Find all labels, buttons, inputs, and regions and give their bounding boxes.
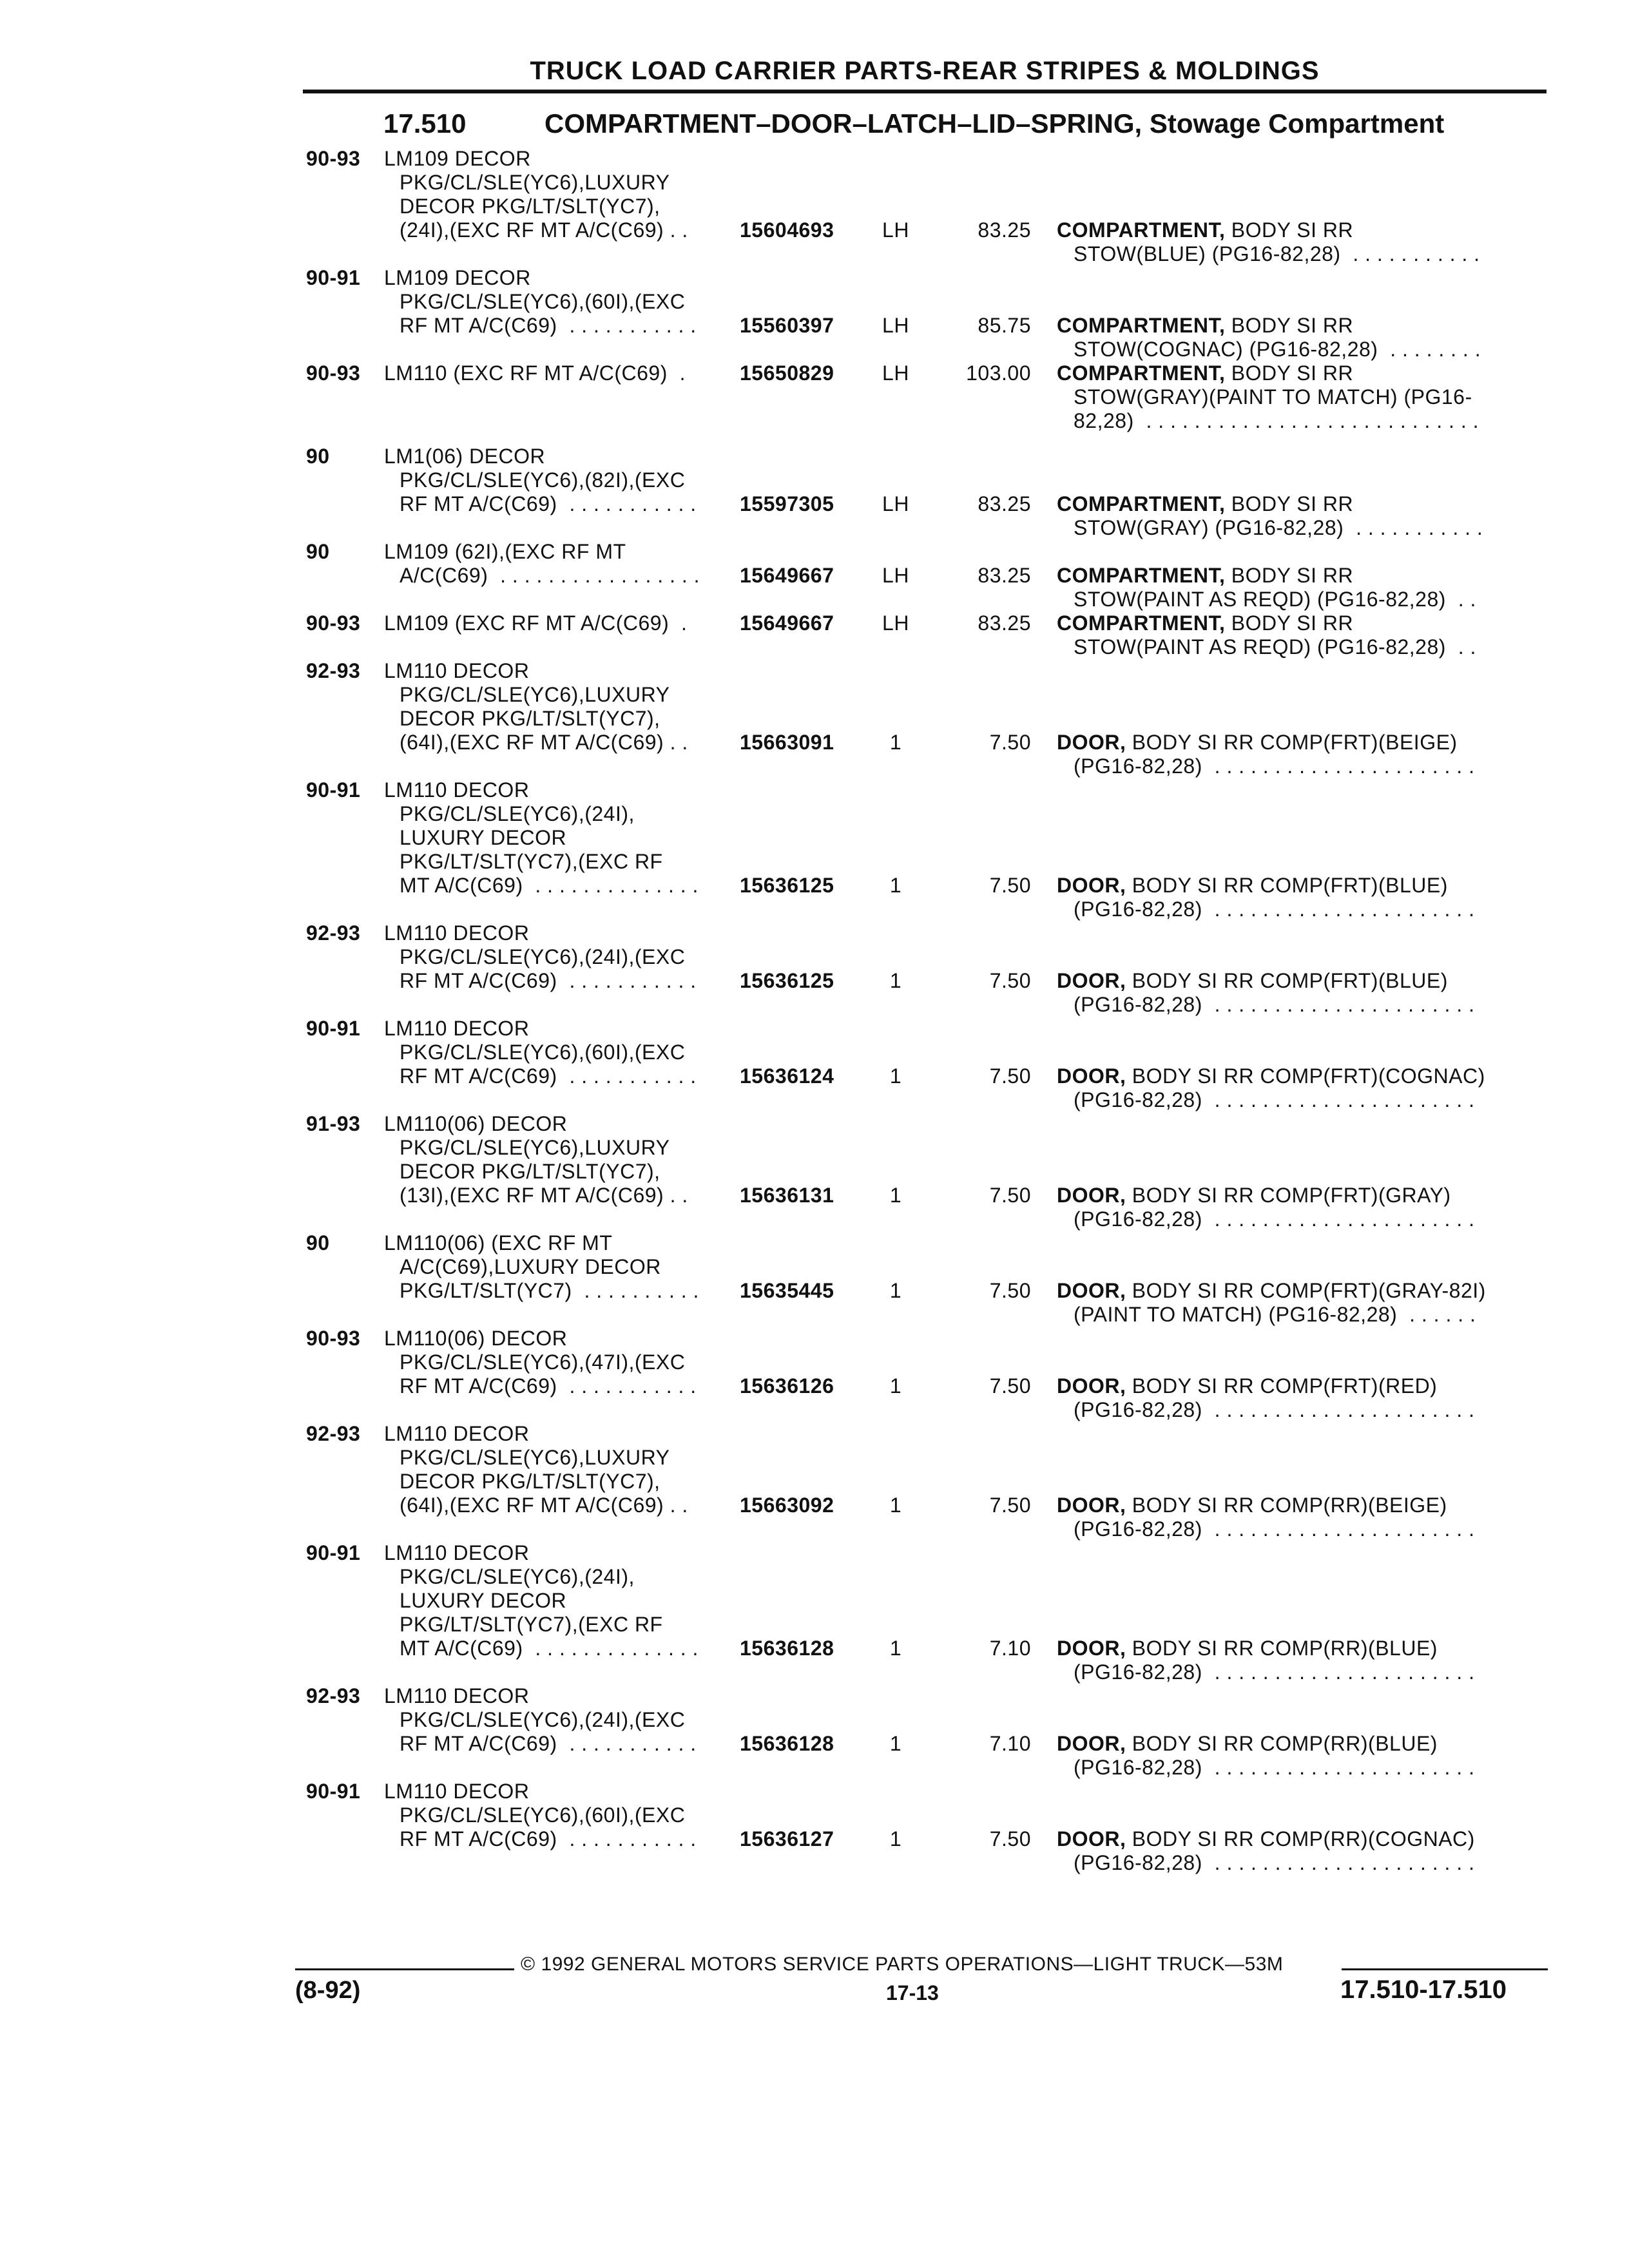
- part-description-line: (PG16-82,28) . . . . . . . . . . . . . . . . . . . . . .: [1074, 993, 1475, 1016]
- price: 7.50: [989, 874, 1031, 897]
- part-description-text: BODY SI RR COMP(FRT)(BEIGE): [1132, 731, 1458, 754]
- part-description-text: BODY SI RR: [1231, 564, 1354, 587]
- parts-entry: [0, 445, 1629, 540]
- parts-entry: [0, 1422, 1629, 1541]
- part-number: 15649667: [740, 611, 834, 635]
- usage-condition-line: LM110 DECOR: [384, 1684, 530, 1707]
- part-description-line: [1057, 969, 1448, 993]
- part-name: DOOR,: [1057, 1279, 1126, 1302]
- part-description-line: [1057, 874, 1448, 898]
- price: 83.25: [978, 564, 1031, 587]
- parts-entry: [0, 1684, 1629, 1780]
- part-description-text: BODY SI RR COMP(FRT)(BLUE): [1132, 969, 1448, 992]
- section-title: COMPARTMENT–DOOR–LATCH–LID–SPRING, Stowage Compartment: [545, 108, 1445, 139]
- usage-condition-line: LM109 (62I),(EXC RF MT: [384, 540, 626, 563]
- footer-copyright: © 1992 GENERAL MOTORS SERVICE PARTS OPERATIONS—LIGHT TRUCK—53M: [521, 1954, 1284, 1975]
- price: 83.25: [978, 218, 1031, 242]
- quantity: 1: [889, 1732, 902, 1755]
- part-description-text: BODY SI RR COMP(FRT)(GRAY-82I): [1132, 1279, 1486, 1302]
- section-number: 17.510: [383, 108, 467, 139]
- model-years: 92-93: [306, 921, 361, 945]
- part-description-line: [1057, 1827, 1475, 1851]
- quantity: LH: [882, 492, 909, 515]
- part-number: 15663092: [740, 1494, 834, 1517]
- quantity: 1: [889, 1637, 902, 1660]
- model-years: 90-93: [306, 1327, 361, 1350]
- part-description-line: [1057, 1494, 1447, 1517]
- price: 7.10: [989, 1637, 1031, 1660]
- footer-rule-right: [1342, 1968, 1548, 1970]
- part-number: 15604693: [740, 218, 834, 242]
- model-years: 92-93: [306, 659, 361, 682]
- model-years: 90-93: [306, 147, 361, 170]
- part-description-line: (PG16-82,28) . . . . . . . . . . . . . . . . . . . . . .: [1074, 898, 1475, 921]
- price: 7.50: [989, 1184, 1031, 1207]
- part-name: DOOR,: [1057, 731, 1126, 754]
- usage-condition-line: LM110 DECOR: [384, 921, 530, 945]
- part-description-line: [1057, 731, 1458, 754]
- price: 85.75: [978, 314, 1031, 337]
- part-description-text: BODY SI RR COMP(RR)(BEIGE): [1132, 1494, 1447, 1517]
- parts-entry: [0, 1780, 1629, 1875]
- part-description-text: BODY SI RR: [1231, 492, 1354, 515]
- usage-condition-line: LM109 (EXC RF MT A/C(C69) .: [384, 611, 688, 635]
- usage-condition-line: PKG/CL/SLE(YC6),(24I),: [400, 802, 635, 825]
- part-name: DOOR,: [1057, 1064, 1126, 1088]
- part-name: COMPARTMENT,: [1057, 611, 1226, 635]
- price: 7.50: [989, 1279, 1031, 1302]
- usage-condition-line: RF MT A/C(C69) . . . . . . . . . . .: [400, 492, 697, 515]
- usage-condition-line: PKG/LT/SLT(YC7) . . . . . . . . . .: [400, 1279, 699, 1302]
- part-number: 15636128: [740, 1637, 834, 1660]
- footer-page-number: 17-13: [886, 1981, 939, 2004]
- usage-condition-line: LM1(06) DECOR: [384, 445, 546, 468]
- quantity: 1: [889, 1494, 902, 1517]
- part-name: DOOR,: [1057, 1494, 1126, 1517]
- part-description-text: BODY SI RR: [1231, 361, 1354, 385]
- part-name: COMPARTMENT,: [1057, 314, 1226, 337]
- usage-condition-line: PKG/CL/SLE(YC6),(24I),(EXC: [400, 945, 686, 968]
- usage-condition-line: PKG/CL/SLE(YC6),(47I),(EXC: [400, 1350, 686, 1374]
- usage-condition-line: PKG/CL/SLE(YC6),(24I),: [400, 1565, 635, 1588]
- quantity: LH: [882, 314, 909, 337]
- usage-condition-line: RF MT A/C(C69) . . . . . . . . . . .: [400, 314, 697, 337]
- quantity: 1: [889, 731, 902, 754]
- usage-condition-line: A/C(C69) . . . . . . . . . . . . . . . . .: [400, 564, 700, 587]
- usage-condition-line: RF MT A/C(C69) . . . . . . . . . . .: [400, 1064, 697, 1088]
- usage-condition-line: PKG/CL/SLE(YC6),(82I),(EXC: [400, 468, 686, 492]
- quantity: LH: [882, 218, 909, 242]
- model-years: 90: [306, 445, 330, 468]
- usage-condition-line: LM110 DECOR: [384, 659, 530, 682]
- part-description-line: STOW(GRAY)(PAINT TO MATCH) (PG16-: [1074, 385, 1472, 408]
- quantity: 1: [889, 1064, 902, 1088]
- quantity: 1: [889, 1184, 902, 1207]
- parts-entry: [0, 1231, 1629, 1327]
- price: 83.25: [978, 611, 1031, 635]
- model-years: 90-91: [306, 778, 361, 802]
- price: 7.50: [989, 969, 1031, 992]
- part-description-line: [1057, 218, 1353, 242]
- usage-condition-line: PKG/LT/SLT(YC7),(EXC RF: [400, 1613, 663, 1636]
- quantity: 1: [889, 1374, 902, 1398]
- usage-condition-line: PKG/CL/SLE(YC6),(60I),(EXC: [400, 1803, 686, 1827]
- usage-condition-line: LUXURY DECOR: [400, 1589, 567, 1612]
- part-number: 15636125: [740, 874, 834, 897]
- quantity: 1: [889, 1279, 902, 1302]
- part-name: DOOR,: [1057, 1184, 1126, 1207]
- model-years: 90-91: [306, 1780, 361, 1803]
- part-number: 15663091: [740, 731, 834, 754]
- parts-entry: [0, 147, 1629, 266]
- part-description-text: BODY SI RR COMP(RR)(COGNAC): [1132, 1827, 1475, 1850]
- model-years: 90-91: [306, 266, 361, 289]
- part-description-line: [1057, 1184, 1451, 1207]
- price: 7.50: [989, 1064, 1031, 1088]
- price: 7.10: [989, 1732, 1031, 1755]
- part-name: DOOR,: [1057, 969, 1126, 992]
- part-description-line: (PAINT TO MATCH) (PG16-82,28) . . . . . .: [1074, 1303, 1476, 1326]
- part-description-line: (PG16-82,28) . . . . . . . . . . . . . . . . . . . . . .: [1074, 1660, 1475, 1684]
- footer-section-range: 17.510-17.510: [1340, 1975, 1507, 2004]
- usage-condition-line: PKG/CL/SLE(YC6),LUXURY: [400, 1446, 670, 1469]
- model-years: 92-93: [306, 1422, 361, 1445]
- part-description-text: BODY SI RR COMP(FRT)(RED): [1132, 1374, 1438, 1398]
- usage-condition-line: LM110(06) DECOR: [384, 1112, 568, 1135]
- part-description-text: BODY SI RR COMP(RR)(BLUE): [1132, 1732, 1438, 1755]
- part-description-line: STOW(GRAY) (PG16-82,28) . . . . . . . . . . .: [1074, 516, 1483, 539]
- usage-condition-line: PKG/CL/SLE(YC6),(60I),(EXC: [400, 290, 686, 313]
- part-number: 15636126: [740, 1374, 834, 1398]
- part-description-text: BODY SI RR COMP(FRT)(BLUE): [1132, 874, 1448, 897]
- part-name: COMPARTMENT,: [1057, 361, 1226, 385]
- parts-entry: [0, 611, 1629, 659]
- part-description-line: (PG16-82,28) . . . . . . . . . . . . . . . . . . . . . .: [1074, 1517, 1475, 1541]
- part-number: 15650829: [740, 361, 834, 385]
- usage-condition-line: LM110 DECOR: [384, 1541, 530, 1564]
- parts-entry: [0, 778, 1629, 921]
- model-years: 90: [306, 540, 330, 563]
- part-name: COMPARTMENT,: [1057, 492, 1226, 515]
- quantity: 1: [889, 874, 902, 897]
- part-number: 15636131: [740, 1184, 834, 1207]
- parts-entry: [0, 659, 1629, 778]
- usage-condition-line: PKG/LT/SLT(YC7),(EXC RF: [400, 850, 663, 873]
- parts-entry: [0, 921, 1629, 1017]
- parts-entry: [0, 1112, 1629, 1231]
- usage-condition-line: (24I),(EXC RF MT A/C(C69) . .: [400, 218, 688, 242]
- part-description-line: (PG16-82,28) . . . . . . . . . . . . . . . . . . . . . .: [1074, 1851, 1475, 1874]
- part-description-text: BODY SI RR: [1231, 218, 1354, 242]
- usage-condition-line: LM110 (EXC RF MT A/C(C69) .: [384, 361, 686, 385]
- usage-condition-line: DECOR PKG/LT/SLT(YC7),: [400, 1470, 660, 1493]
- quantity: LH: [882, 361, 909, 385]
- part-description-line: [1057, 314, 1353, 338]
- model-years: 92-93: [306, 1684, 361, 1707]
- part-description-line: (PG16-82,28) . . . . . . . . . . . . . . . . . . . . . .: [1074, 1088, 1475, 1111]
- usage-condition-line: LM110 DECOR: [384, 778, 530, 802]
- part-description-line: STOW(PAINT AS REQD) (PG16-82,28) . .: [1074, 588, 1476, 611]
- part-number: 15636128: [740, 1732, 834, 1755]
- usage-condition-line: (64I),(EXC RF MT A/C(C69) . .: [400, 731, 688, 754]
- footer-date: (8-92): [295, 1977, 361, 2004]
- price: 7.50: [989, 1374, 1031, 1398]
- part-description-line: [1057, 564, 1353, 588]
- parts-entry: [0, 361, 1629, 433]
- quantity: LH: [882, 611, 909, 635]
- part-description-line: STOW(PAINT AS REQD) (PG16-82,28) . .: [1074, 635, 1476, 658]
- part-name: DOOR,: [1057, 1732, 1126, 1755]
- footer-rule-left: [295, 1968, 514, 1970]
- part-description-line: STOW(BLUE) (PG16-82,28) . . . . . . . . . . .: [1074, 242, 1480, 265]
- quantity: 1: [889, 969, 902, 992]
- part-name: DOOR,: [1057, 874, 1126, 897]
- model-years: 90-93: [306, 361, 361, 385]
- part-name: COMPARTMENT,: [1057, 218, 1226, 242]
- part-name: COMPARTMENT,: [1057, 564, 1226, 587]
- usage-condition-line: LM110(06) DECOR: [384, 1327, 568, 1350]
- part-number: 15636124: [740, 1064, 834, 1088]
- price: 103.00: [966, 361, 1031, 385]
- usage-condition-line: LM109 DECOR: [384, 147, 531, 170]
- parts-entry: [0, 1017, 1629, 1112]
- model-years: 90-93: [306, 611, 361, 635]
- price: 7.50: [989, 1494, 1031, 1517]
- part-description-line: (PG16-82,28) . . . . . . . . . . . . . . . . . . . . . .: [1074, 1398, 1475, 1421]
- part-description-line: (PG16-82,28) . . . . . . . . . . . . . . . . . . . . . .: [1074, 1207, 1475, 1231]
- usage-condition-line: RF MT A/C(C69) . . . . . . . . . . .: [400, 969, 697, 992]
- part-name: DOOR,: [1057, 1374, 1126, 1398]
- part-description-line: [1057, 611, 1353, 635]
- part-name: DOOR,: [1057, 1827, 1126, 1850]
- usage-condition-line: RF MT A/C(C69) . . . . . . . . . . .: [400, 1732, 697, 1755]
- price: 83.25: [978, 492, 1031, 515]
- page-title: TRUCK LOAD CARRIER PARTS-REAR STRIPES & MOLDINGS: [530, 57, 1320, 85]
- usage-condition-line: DECOR PKG/LT/SLT(YC7),: [400, 195, 660, 218]
- parts-entry: [0, 1541, 1629, 1684]
- part-description-text: BODY SI RR COMP(RR)(BLUE): [1132, 1637, 1438, 1660]
- usage-condition-line: LM109 DECOR: [384, 266, 531, 289]
- part-number: 15597305: [740, 492, 834, 515]
- usage-condition-line: RF MT A/C(C69) . . . . . . . . . . .: [400, 1827, 697, 1850]
- model-years: 90-91: [306, 1541, 361, 1564]
- model-years: 90: [306, 1231, 330, 1254]
- part-number: 15649667: [740, 564, 834, 587]
- usage-condition-line: (64I),(EXC RF MT A/C(C69) . .: [400, 1494, 688, 1517]
- price: 7.50: [989, 731, 1031, 754]
- part-description-line: [1057, 1637, 1438, 1660]
- part-description-line: STOW(COGNAC) (PG16-82,28) . . . . . . . .: [1074, 338, 1481, 361]
- part-description-line: [1057, 1064, 1485, 1088]
- quantity: LH: [882, 564, 909, 587]
- quantity: 1: [889, 1827, 902, 1850]
- model-years: 90-91: [306, 1017, 361, 1040]
- parts-entry: [0, 266, 1629, 361]
- usage-condition-line: MT A/C(C69) . . . . . . . . . . . . . .: [400, 1637, 699, 1660]
- usage-condition-line: DECOR PKG/LT/SLT(YC7),: [400, 1160, 660, 1183]
- usage-condition-line: LM110 DECOR: [384, 1422, 530, 1445]
- part-description-text: BODY SI RR: [1231, 314, 1354, 337]
- usage-condition-line: PKG/CL/SLE(YC6),LUXURY: [400, 171, 670, 194]
- usage-condition-line: LM110 DECOR: [384, 1780, 530, 1803]
- part-description-text: BODY SI RR: [1231, 611, 1354, 635]
- usage-condition-line: MT A/C(C69) . . . . . . . . . . . . . .: [400, 874, 699, 897]
- usage-condition-line: PKG/CL/SLE(YC6),LUXURY: [400, 683, 670, 706]
- part-number: 15636127: [740, 1827, 834, 1850]
- usage-condition-line: DECOR PKG/LT/SLT(YC7),: [400, 707, 660, 730]
- usage-condition-line: PKG/CL/SLE(YC6),LUXURY: [400, 1136, 670, 1159]
- price: 7.50: [989, 1827, 1031, 1850]
- usage-condition-line: LM110 DECOR: [384, 1017, 530, 1040]
- usage-condition-line: PKG/CL/SLE(YC6),(24I),(EXC: [400, 1708, 686, 1731]
- part-description-line: [1057, 1374, 1437, 1398]
- part-description-line: [1057, 492, 1353, 516]
- parts-entry: [0, 1327, 1629, 1422]
- part-description-line: (PG16-82,28) . . . . . . . . . . . . . . . . . . . . . .: [1074, 1756, 1475, 1779]
- part-description-line: [1057, 361, 1353, 385]
- part-description-line: [1057, 1732, 1438, 1756]
- usage-condition-line: PKG/CL/SLE(YC6),(60I),(EXC: [400, 1041, 686, 1064]
- model-years: 91-93: [306, 1112, 361, 1135]
- part-name: DOOR,: [1057, 1637, 1126, 1660]
- usage-condition-line: LM110(06) (EXC RF MT: [384, 1231, 613, 1254]
- usage-condition-line: (13I),(EXC RF MT A/C(C69) . .: [400, 1184, 688, 1207]
- part-description-line: [1057, 1279, 1486, 1303]
- part-description-line: 82,28) . . . . . . . . . . . . . . . . . . . . . . . . . . . .: [1074, 409, 1479, 432]
- parts-entry: [0, 540, 1629, 611]
- part-number: 15635445: [740, 1279, 834, 1302]
- usage-condition-line: LUXURY DECOR: [400, 826, 567, 849]
- usage-condition-line: RF MT A/C(C69) . . . . . . . . . . .: [400, 1374, 697, 1398]
- part-description-line: (PG16-82,28) . . . . . . . . . . . . . . . . . . . . . .: [1074, 754, 1475, 778]
- usage-condition-line: A/C(C69),LUXURY DECOR: [400, 1255, 661, 1278]
- part-number: 15636125: [740, 969, 834, 992]
- part-description-text: BODY SI RR COMP(FRT)(COGNAC): [1132, 1064, 1485, 1088]
- part-number: 15560397: [740, 314, 834, 337]
- part-description-text: BODY SI RR COMP(FRT)(GRAY): [1132, 1184, 1451, 1207]
